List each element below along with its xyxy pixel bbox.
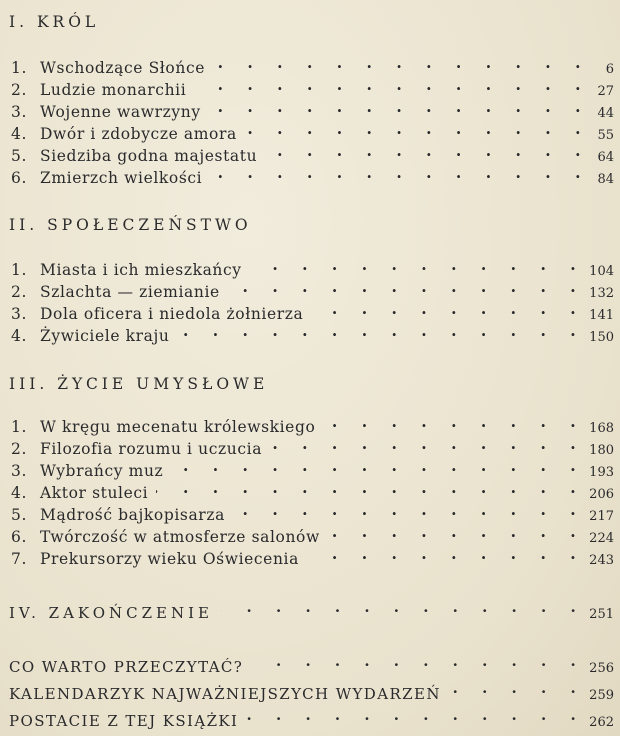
- entry-number: 5.: [11, 147, 27, 165]
- entry-number: 2.: [11, 283, 27, 301]
- entry-page-number: 193: [589, 465, 614, 480]
- toc-entry: [11, 97, 614, 119]
- entry-number: 6.: [11, 169, 27, 187]
- entry-page-number: 180: [589, 443, 614, 458]
- dot-leader: [270, 434, 585, 454]
- entry-page-number: 251: [589, 607, 614, 622]
- toc-entry: [11, 119, 614, 141]
- entry-page-number: 132: [589, 286, 614, 301]
- dot-leader: [307, 544, 585, 564]
- toc-entry-appendix: [9, 679, 614, 701]
- toc-entry: [11, 255, 614, 277]
- toc-entry: [11, 321, 614, 343]
- dot-leader: [245, 119, 590, 139]
- entry-title: Szlachta — ziemianie: [40, 283, 220, 301]
- entry-number: 2.: [11, 81, 27, 99]
- entry-number: 1.: [11, 59, 27, 77]
- dot-leader: [156, 478, 585, 498]
- entry-number: 1.: [11, 418, 27, 436]
- entry-page-number: 243: [589, 553, 614, 568]
- entry-page-number: 168: [589, 421, 614, 436]
- entry-number: 4.: [11, 327, 27, 345]
- dot-leader: [246, 706, 585, 726]
- toc-entry-appendix: [9, 706, 614, 728]
- toc-entry-appendix: [9, 652, 614, 674]
- entry-page-number: 150: [589, 330, 614, 345]
- entry-number: 2.: [11, 440, 27, 458]
- dot-leader: [449, 679, 585, 699]
- toc-entry: [11, 500, 614, 522]
- dot-leader: [194, 75, 590, 95]
- dot-leader: [328, 522, 585, 542]
- entry-title: Prekursorzy wieku Oświecenia: [40, 550, 299, 568]
- entry-title: Filozofia rozumu i uczucia: [40, 440, 263, 458]
- dot-leader: [210, 163, 590, 183]
- dot-leader: [233, 500, 585, 520]
- dot-leader: [209, 97, 590, 117]
- entry-page-number: 262: [589, 715, 614, 730]
- toc-entry: [11, 478, 614, 500]
- dot-leader: [265, 141, 590, 161]
- dot-leader: [251, 652, 585, 672]
- toc-entry: [11, 75, 614, 97]
- entry-page-number: 206: [589, 487, 614, 502]
- toc-entry: [11, 412, 614, 434]
- entry-title: W kręgu mecenatu królewskiego: [40, 418, 316, 436]
- entry-page-number: 259: [589, 688, 614, 703]
- entry-title: POSTACIE Z TEJ KSIĄŻKI: [9, 712, 239, 730]
- entry-title: Dola oficera i niedola żołnierza: [40, 305, 304, 323]
- entry-number: 1.: [11, 261, 27, 279]
- dot-leader: [221, 598, 585, 618]
- toc-entry: [11, 456, 614, 478]
- entry-title: Wojenne wawrzyny: [40, 103, 201, 121]
- dot-leader: [250, 255, 586, 275]
- entry-number: 3.: [11, 305, 27, 323]
- dot-leader: [311, 299, 585, 319]
- entry-number: 3.: [11, 462, 27, 480]
- entry-title: Dwór i zdobycze amora: [40, 125, 237, 143]
- entry-title: Wybrańcy muz: [40, 462, 164, 480]
- entry-number: 4.: [11, 484, 27, 502]
- entry-title: Żywiciele kraju: [40, 327, 170, 345]
- entry-title: Siedziba godna majestatu: [40, 147, 258, 165]
- entry-page-number: 256: [589, 661, 614, 676]
- toc-entry: [11, 522, 614, 544]
- toc-entry-conclusion: [9, 598, 614, 620]
- entry-page-number: 224: [589, 531, 614, 546]
- entry-number: 4.: [11, 125, 27, 143]
- toc-entry: [11, 163, 614, 185]
- entry-title: Zmierzch wielkości: [40, 169, 203, 187]
- toc-entry: [11, 141, 614, 163]
- section-heading-zycie-umyslowe: III. ŻYCIE UMYSŁOWE: [9, 375, 269, 393]
- dot-leader: [323, 412, 585, 432]
- entry-page-number: 27: [597, 84, 614, 99]
- entry-page-number: 44: [597, 106, 614, 121]
- toc-entry: [11, 544, 614, 566]
- entry-title: CO WARTO PRZECZYTAĆ?: [9, 658, 244, 676]
- entry-title: KALENDARZYK NAJWAŻNIEJSZYCH WYDARZEŃ: [9, 685, 441, 703]
- entry-number: 6.: [11, 528, 27, 546]
- entry-page-number: 141: [589, 308, 614, 323]
- dot-leader: [171, 456, 585, 476]
- entry-number: 5.: [11, 506, 27, 524]
- entry-title: Mądrość bajkopisarza: [40, 506, 225, 524]
- entry-page-number: 217: [589, 509, 614, 524]
- entry-title: Miasta i ich mieszkańcy: [40, 261, 242, 279]
- entry-number: 7.: [11, 550, 27, 568]
- section-heading-krol: I. KRÓL: [9, 13, 100, 31]
- section-heading-spoleczenstwo: II. SPOŁECZEŃSTWO: [9, 216, 252, 234]
- entry-title: Ludzie monarchii: [40, 81, 187, 99]
- dot-leader: [228, 277, 585, 297]
- toc-entry: [11, 299, 614, 321]
- entry-title: Wschodzące Słońce: [40, 59, 206, 77]
- entry-page-number: 84: [597, 172, 614, 187]
- toc-entry: [11, 53, 614, 75]
- entry-title: Aktor stuleci: [40, 484, 149, 502]
- entry-page-number: 64: [597, 150, 614, 165]
- entry-page-number: 104: [589, 264, 614, 279]
- entry-title: Twórczość w atmosferze salonów: [40, 528, 320, 546]
- toc-entry: [11, 434, 614, 456]
- toc-entry: [11, 277, 614, 299]
- entry-page-number: 6: [605, 62, 614, 77]
- entry-number: 3.: [11, 103, 27, 121]
- dot-leader: [213, 53, 590, 73]
- entry-page-number: 55: [597, 128, 614, 143]
- entry-title: IV. ZAKOŃCZENIE: [9, 604, 214, 622]
- dot-leader: [177, 321, 585, 341]
